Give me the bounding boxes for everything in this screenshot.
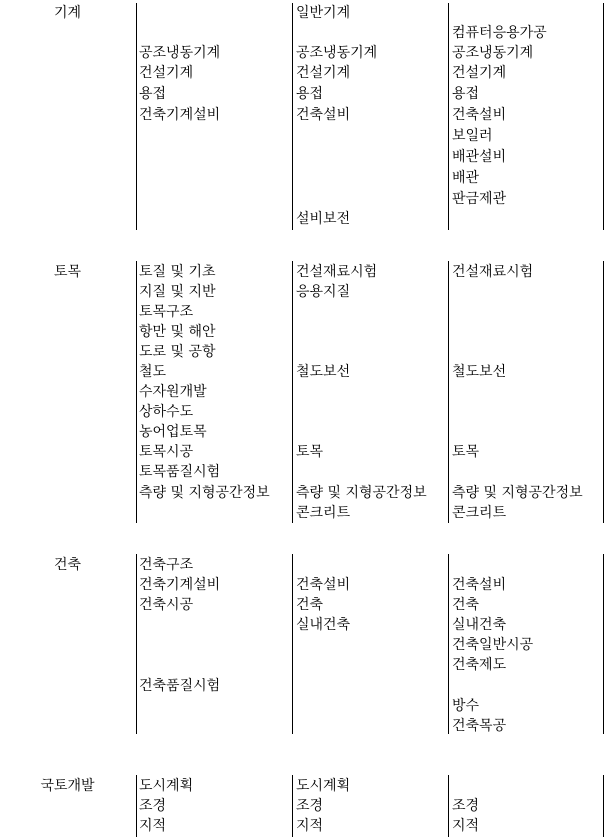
cell: 지적 xyxy=(452,818,480,834)
cell: 공조냉동기계 xyxy=(452,45,534,61)
cell: 배관설비 xyxy=(452,149,507,165)
divider-line xyxy=(136,3,137,230)
cell: 설비보전 xyxy=(296,211,351,227)
cell: 도로 및 공항 xyxy=(139,344,216,360)
cell: 토목구조 xyxy=(139,304,194,320)
divider-line xyxy=(136,775,137,837)
cell: 응용지질 xyxy=(296,284,351,300)
cell: 건축설비 xyxy=(452,107,507,123)
cell: 건축설비 xyxy=(296,107,351,123)
cell: 건축시공 xyxy=(139,597,194,613)
cell: 철도 xyxy=(139,364,167,380)
border-line xyxy=(603,261,604,523)
category-label: 토목 xyxy=(53,264,82,280)
cell: 컴퓨터응용가공 xyxy=(452,25,547,41)
cell: 건축품질시험 xyxy=(139,678,221,694)
cell: 도시계획 xyxy=(139,778,194,794)
cell: 판금제관 xyxy=(452,191,507,207)
cell: 측량 및 지형공간정보 xyxy=(452,485,583,501)
divider-line xyxy=(448,261,449,523)
border-line xyxy=(603,3,604,230)
cell: 측량 및 지형공간정보 xyxy=(139,485,270,501)
cell: 조경 xyxy=(296,798,324,814)
cell: 철도보선 xyxy=(296,364,351,380)
cell: 건설기계 xyxy=(296,65,351,81)
cell: 철도보선 xyxy=(452,364,507,380)
cell: 방수 xyxy=(452,698,480,714)
cell: 건설재료시험 xyxy=(452,264,534,280)
cell: 수자원개발 xyxy=(139,384,207,400)
divider-line xyxy=(136,261,137,523)
divider-line xyxy=(448,775,449,837)
cell: 건축설비 xyxy=(296,577,351,593)
border-line xyxy=(603,554,604,734)
cell: 배관 xyxy=(452,170,480,186)
cell: 조경 xyxy=(452,798,480,814)
cell: 건축기계설비 xyxy=(139,107,221,123)
cell: 보일러 xyxy=(452,128,493,144)
divider-line xyxy=(448,554,449,734)
cell: 용접 xyxy=(296,86,324,102)
cell: 지적 xyxy=(296,818,324,834)
cell: 건설재료시험 xyxy=(296,264,378,280)
cell: 토목 xyxy=(452,444,480,460)
cell: 용접 xyxy=(139,86,167,102)
cell: 상하수도 xyxy=(139,404,194,420)
divider-line xyxy=(448,3,449,230)
divider-line xyxy=(292,775,293,837)
cell: 건축일반시공 xyxy=(452,637,534,653)
cell: 도시계획 xyxy=(296,778,351,794)
category-label: 기계 xyxy=(53,5,82,21)
cell: 항만 및 해안 xyxy=(139,324,216,340)
cell: 건설기계 xyxy=(139,65,194,81)
cell: 실내건축 xyxy=(452,617,507,633)
cell: 건축기계설비 xyxy=(139,577,221,593)
cell: 농어업토목 xyxy=(139,424,207,440)
cell: 조경 xyxy=(139,798,167,814)
cell: 토목 xyxy=(296,444,324,460)
category-label: 건축 xyxy=(53,557,82,573)
cell: 건축설비 xyxy=(452,577,507,593)
section-architecture xyxy=(0,554,605,734)
cell: 건축목공 xyxy=(452,718,507,734)
divider-line xyxy=(292,554,293,734)
category-label: 국토개발 xyxy=(40,778,95,794)
divider-line xyxy=(292,261,293,523)
section-land-development xyxy=(0,775,605,837)
cell: 측량 및 지형공간정보 xyxy=(296,485,427,501)
cell: 용접 xyxy=(452,86,480,102)
divider-line xyxy=(136,554,137,734)
border-line xyxy=(603,775,604,837)
cell: 토질 및 기초 xyxy=(139,264,216,280)
divider-line xyxy=(292,3,293,230)
cell: 지적 xyxy=(139,818,167,834)
cell: 토목품질시험 xyxy=(139,464,221,480)
cell: 지질 및 지반 xyxy=(139,284,216,300)
cell: 토목시공 xyxy=(139,444,194,460)
cell: 건축 xyxy=(296,597,324,613)
cell: 콘크리트 xyxy=(452,505,507,521)
cell: 건축제도 xyxy=(452,657,507,673)
section-civil xyxy=(0,261,605,523)
cell: 건축구조 xyxy=(139,557,194,573)
cell: 일반기계 xyxy=(296,5,351,21)
cell: 공조냉동기계 xyxy=(296,45,378,61)
cell: 콘크리트 xyxy=(296,505,351,521)
cell: 실내건축 xyxy=(296,617,351,633)
cell: 공조냉동기계 xyxy=(139,45,221,61)
cell: 건설기계 xyxy=(452,65,507,81)
section-machinery xyxy=(0,3,605,230)
cell: 건축 xyxy=(452,597,480,613)
